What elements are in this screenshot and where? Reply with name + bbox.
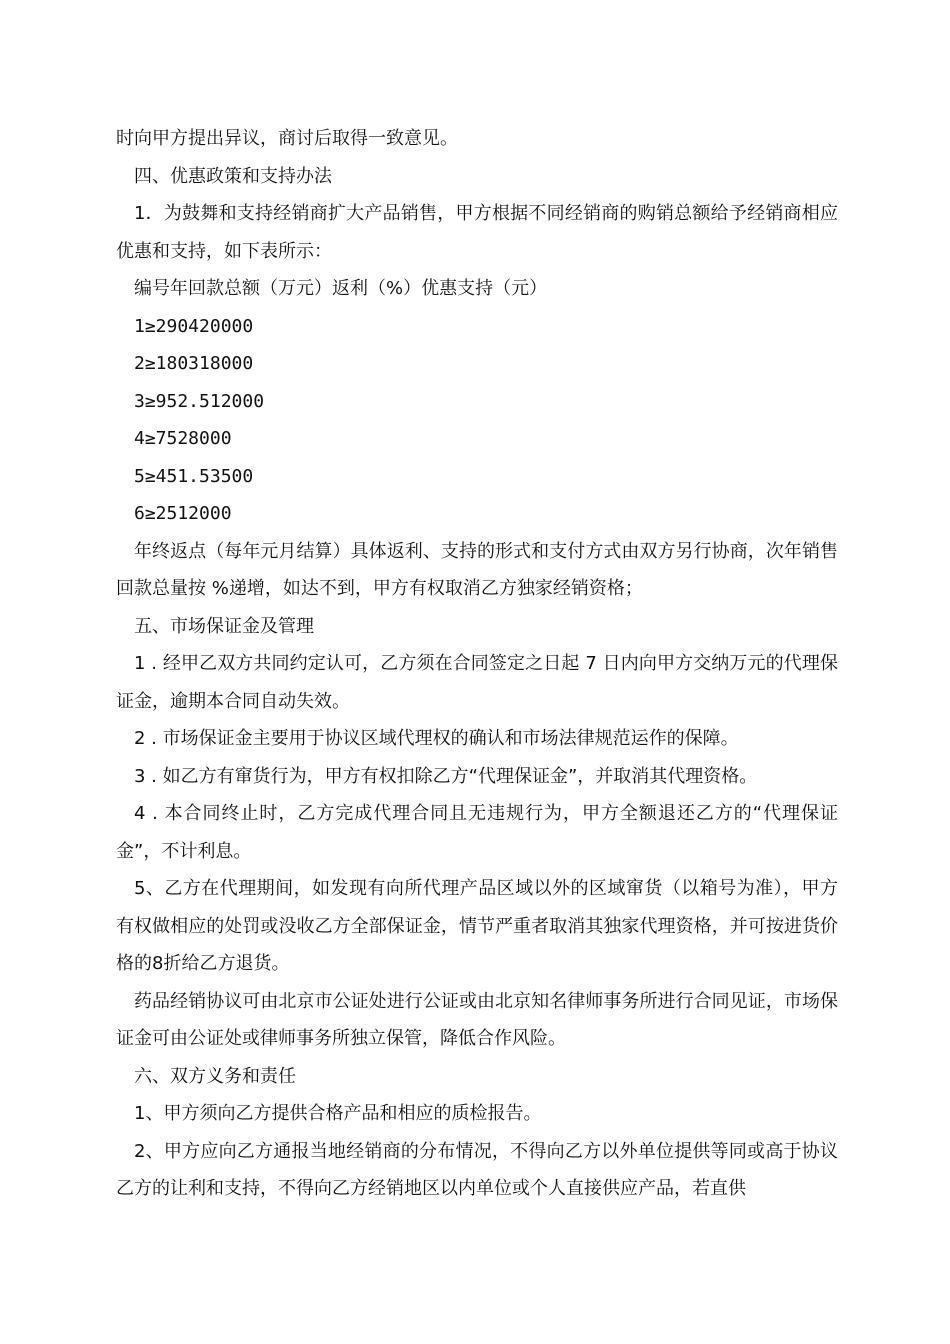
year-end-rebate-paragraph: 年终返点（每年元月结算）具体返利、支持的形式和支付方式由双方另行协商，次年销售回款总量按 %递增，如达不到，甲方有权取消乙方独家经销资格； <box>116 540 838 599</box>
table-row-5: 5≥451.53500 <box>134 465 254 487</box>
section-heading-4: 四、优惠政策和支持办法 <box>134 165 332 187</box>
clause-5-2: 2 . 市场保证金主要用于协议区域代理权的确认和市场法律规范运作的保障。 <box>134 728 739 749</box>
section-heading-6: 六、双方义务和责任 <box>134 1065 296 1087</box>
clause-5-3: 3 . 如乙方有窜货行为，甲方有权扣除乙方“代理保证金”，并取消其代理资格。 <box>134 765 758 787</box>
clause-4-1: 1．为鼓舞和支持经销商扩大产品销售，甲方根据不同经销商的购销总额给予经销商相应优惠和支持，如下表所示： <box>116 203 838 262</box>
table-row-6: 6≥2512000 <box>134 503 232 524</box>
clause-5-1: 1 . 经甲乙双方共同约定认可，乙方须在合同签定之日起 7 日内向甲方交纳万元的代理保证金，逾期本合同自动失效。 <box>116 653 838 712</box>
paragraph-continuation: 时向甲方提出异议，商讨后取得一致意见。 <box>116 128 458 149</box>
section-heading-5: 五、市场保证金及管理 <box>134 615 314 637</box>
table-row-2: 2≥180318000 <box>134 353 254 374</box>
clause-6-1: 1、甲方须向乙方提供合格产品和相应的质检报告。 <box>134 1103 542 1124</box>
clause-5-5: 5、乙方在代理期间，如发现有向所代理产品区域以外的区域窜货（以箱号为准），甲方有权做相应的处罚或没收乙方全部保证金，情节严重者取消其独家代理资格，并可按进货价格的8折给乙方退货。 <box>116 878 838 974</box>
notary-paragraph: 药品经销协议可由北京市公证处进行公证或由北京知名律师事务所进行合同见证，市场保证金可由公证处或律师事务所独立保管，降低合作风险。 <box>116 990 838 1049</box>
table-row-3: 3≥952.512000 <box>134 390 265 412</box>
table-row-4: 4≥7528000 <box>134 428 232 449</box>
contract-body <box>116 120 838 1208</box>
table-row-1: 1≥290420000 <box>134 315 254 337</box>
clause-5-4: 4 . 本合同终止时，乙方完成代理合同且无违规行为，甲方全额退还乙方的“代理保证金”，不计利息。 <box>116 803 838 862</box>
clause-6-2: 2、甲方应向乙方通报当地经销商的分布情况，不得向乙方以外单位提供等同或高于协议乙方的让利和支持，不得向乙方经销地区以内单位或个人直接供应产品，若直供 <box>116 1140 838 1199</box>
table-header-line: 编号年回款总额（万元）返利（%）优惠支持（元） <box>134 278 548 299</box>
